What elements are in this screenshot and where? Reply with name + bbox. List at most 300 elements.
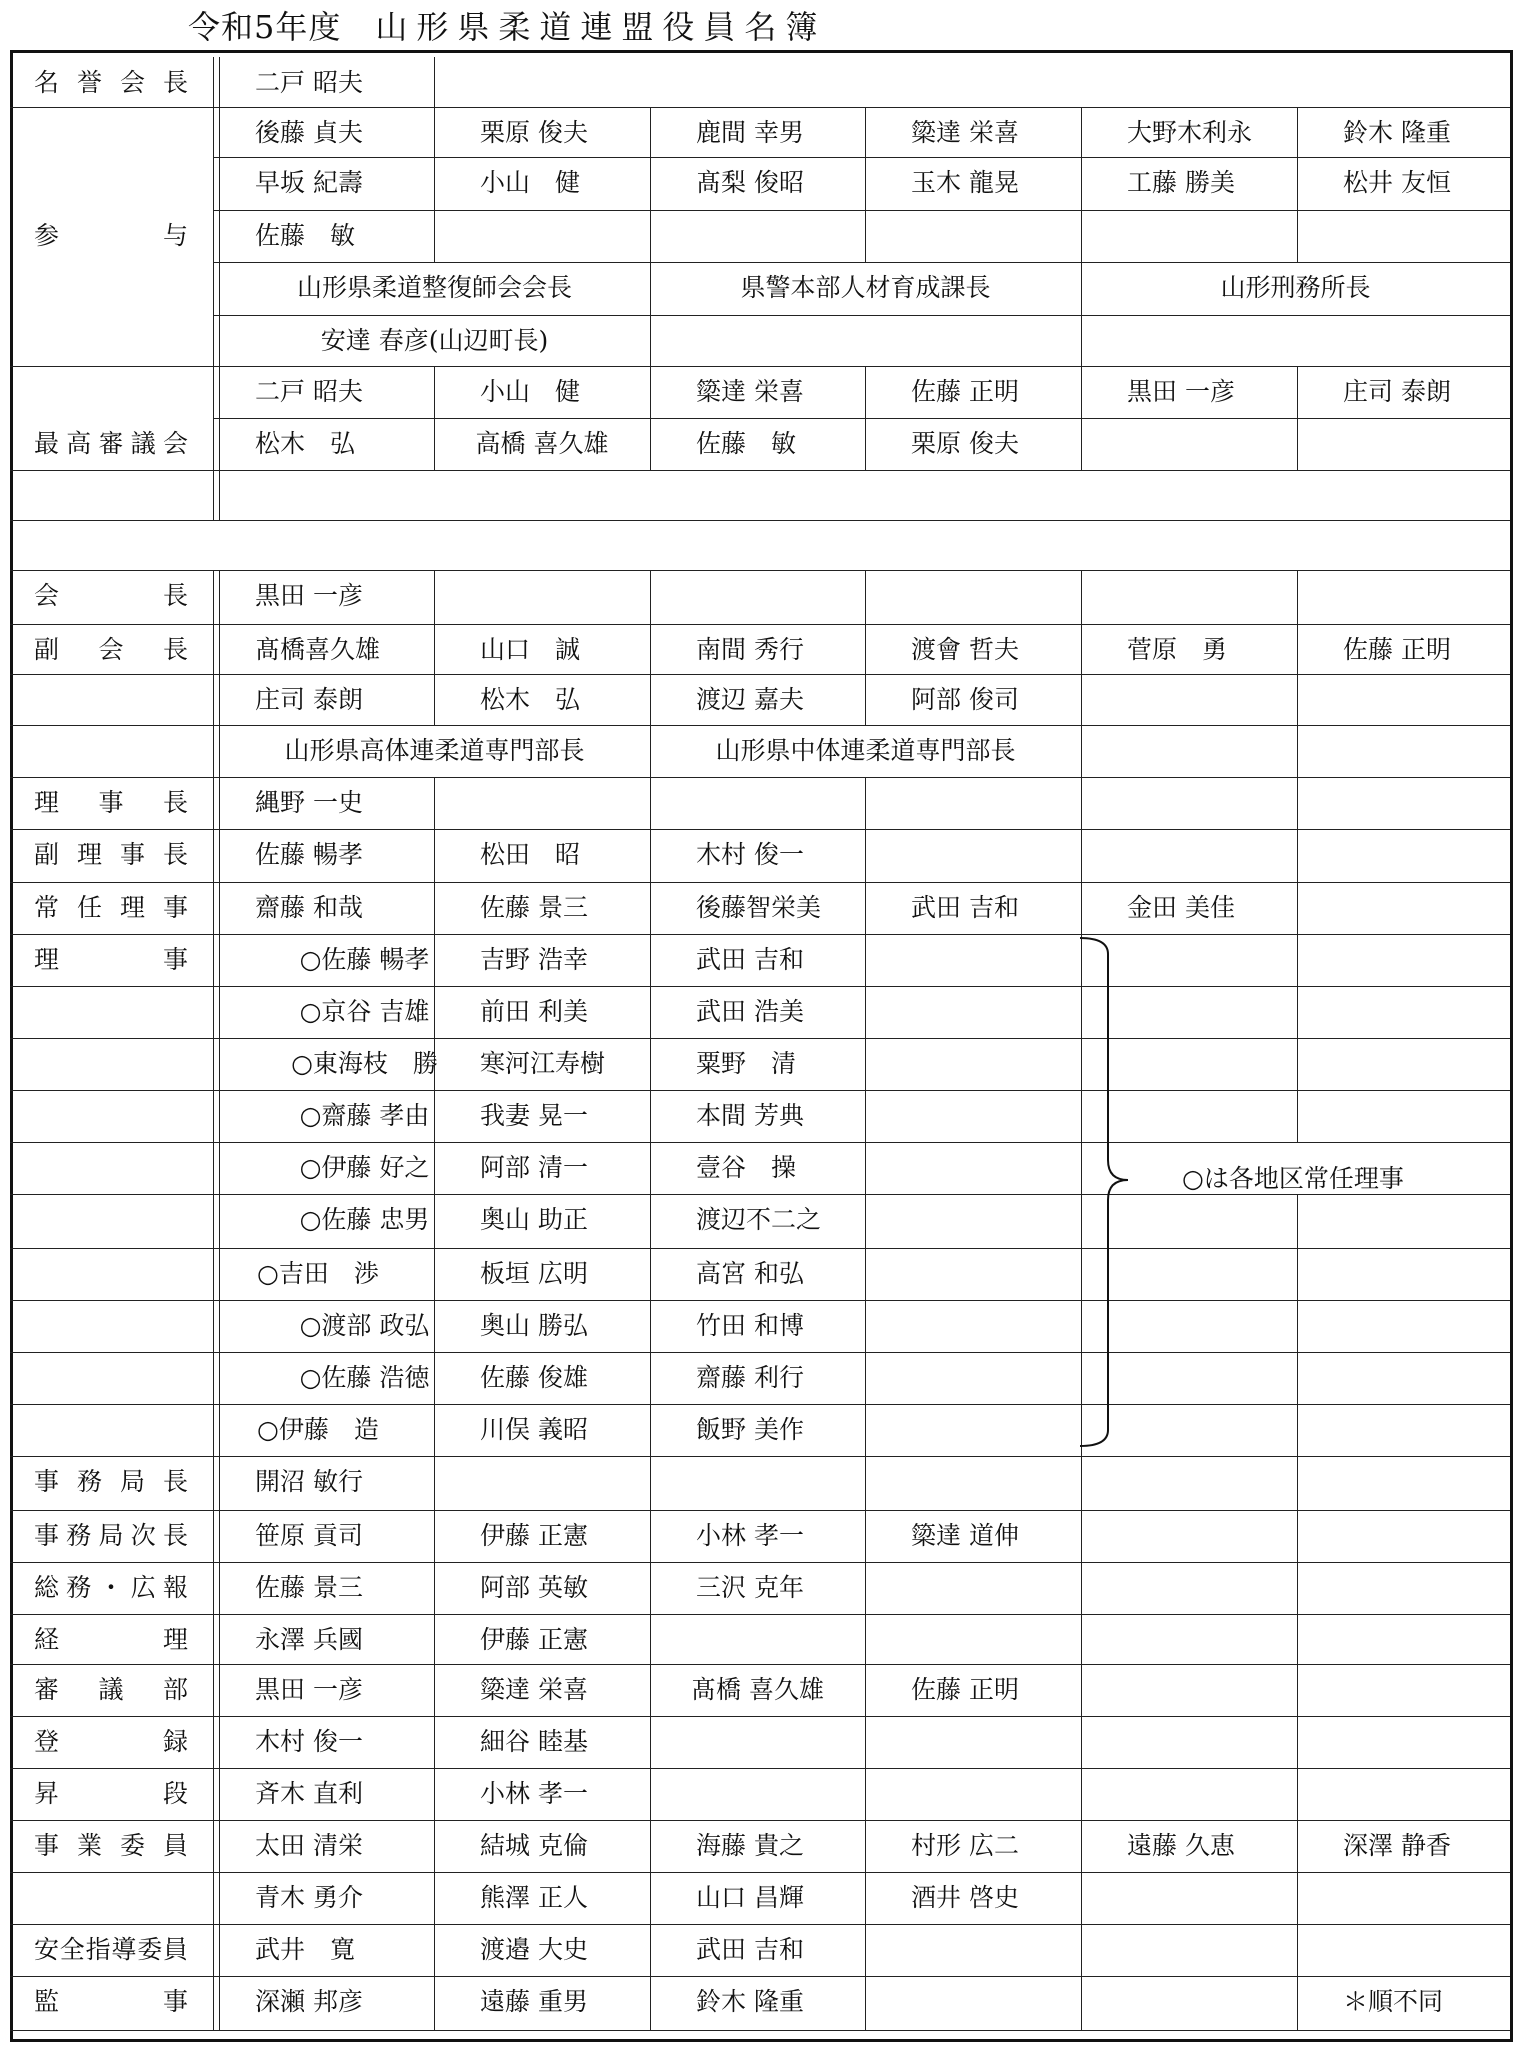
name-cell: ○佐藤 浩徳 bbox=[299, 1363, 430, 1392]
row-label: 登 録 bbox=[34, 1727, 188, 1756]
name-cell: 深澤 静香 bbox=[1343, 1831, 1451, 1860]
name-cell: 簗達 栄喜 bbox=[911, 118, 1019, 147]
row-divider bbox=[10, 1456, 1510, 1457]
label-column-divider bbox=[213, 418, 214, 470]
page-title bbox=[188, 2, 826, 48]
column-divider bbox=[1297, 1456, 1298, 1510]
label-column-divider bbox=[219, 674, 220, 725]
column-divider bbox=[650, 107, 651, 157]
name-cell: 佐藤 景三 bbox=[480, 893, 588, 922]
column-divider bbox=[434, 210, 435, 262]
column-divider bbox=[865, 1924, 866, 1976]
label-column-divider bbox=[219, 1456, 220, 1510]
name-cell: 松木 弘 bbox=[480, 685, 581, 714]
label-column-divider bbox=[219, 1510, 220, 1562]
name-cell: 玉木 龍晃 bbox=[911, 168, 1019, 197]
row-label: 常 任 理 事 bbox=[34, 893, 188, 922]
column-divider bbox=[865, 1976, 866, 2030]
column-divider bbox=[1297, 674, 1298, 725]
column-divider bbox=[650, 1768, 651, 1820]
column-divider bbox=[434, 1976, 435, 2030]
column-divider bbox=[650, 1404, 651, 1456]
column-divider bbox=[434, 157, 435, 210]
label-column-divider bbox=[219, 882, 220, 934]
column-divider bbox=[650, 210, 651, 262]
column-divider bbox=[650, 1300, 651, 1352]
name-cell: ○伊藤 造 bbox=[257, 1415, 379, 1444]
label-column-divider bbox=[213, 366, 214, 418]
name-cell: 遠藤 久恵 bbox=[1127, 1831, 1235, 1860]
name-cell: 武田 吉和 bbox=[911, 893, 1019, 922]
row-label: 理 事 bbox=[34, 945, 188, 974]
column-divider bbox=[865, 1664, 866, 1716]
name-cell: 庄司 泰朗 bbox=[255, 685, 363, 714]
name-cell: 深瀬 邦彦 bbox=[255, 1987, 363, 2016]
column-divider bbox=[650, 1510, 651, 1562]
column-divider bbox=[650, 934, 651, 986]
label-column-divider bbox=[213, 1456, 214, 1510]
column-divider bbox=[650, 829, 651, 882]
label-column-divider bbox=[219, 1300, 220, 1352]
column-divider bbox=[434, 1456, 435, 1510]
label-column-divider bbox=[213, 1404, 214, 1456]
name-cell: 菅原 勇 bbox=[1127, 635, 1228, 664]
column-divider bbox=[1297, 1924, 1298, 1976]
label-column-divider bbox=[219, 418, 220, 470]
label-column-divider bbox=[219, 986, 220, 1038]
name-cell: 県警本部人材育成課長 bbox=[740, 273, 991, 302]
name-cell: 小山 健 bbox=[480, 377, 581, 406]
column-divider bbox=[865, 986, 866, 1038]
name-cell: 栗原 俊夫 bbox=[911, 429, 1019, 458]
column-divider bbox=[434, 1664, 435, 1716]
label-column-divider bbox=[219, 1976, 220, 2030]
label-column-divider bbox=[219, 1716, 220, 1768]
column-divider bbox=[865, 1510, 866, 1562]
name-cell: 小林 孝一 bbox=[480, 1779, 588, 1808]
column-divider bbox=[865, 1300, 866, 1352]
column-divider bbox=[434, 107, 435, 157]
row-label: 審 議 部 bbox=[34, 1675, 188, 1704]
column-divider bbox=[650, 1194, 651, 1248]
label-column-divider bbox=[213, 1716, 214, 1768]
column-divider bbox=[865, 934, 866, 986]
column-divider bbox=[434, 1562, 435, 1614]
name-cell: 壹谷 操 bbox=[696, 1153, 797, 1182]
name-cell: 佐藤 暢孝 bbox=[255, 840, 363, 869]
name-cell: 木村 俊一 bbox=[696, 840, 804, 869]
name-cell: 髙梨 俊昭 bbox=[696, 168, 804, 197]
label-column-divider bbox=[213, 1248, 214, 1300]
column-divider bbox=[1081, 1614, 1082, 1664]
label-column-divider bbox=[213, 1194, 214, 1248]
column-divider bbox=[650, 157, 651, 210]
column-divider bbox=[1081, 1716, 1082, 1768]
name-cell: 南間 秀行 bbox=[696, 635, 804, 664]
name-cell: 鈴木 隆重 bbox=[696, 1987, 804, 2016]
column-divider bbox=[1081, 1562, 1082, 1614]
name-cell: 佐藤 正明 bbox=[911, 1675, 1019, 1704]
label-column-divider bbox=[213, 829, 214, 882]
column-divider bbox=[1297, 210, 1298, 262]
row-divider bbox=[10, 470, 1510, 471]
row-label: 最 高 審 議 会 bbox=[34, 429, 188, 458]
row-divider bbox=[10, 777, 1510, 778]
name-cell: 二戸 昭夫 bbox=[255, 68, 363, 97]
name-cell: 竹田 和博 bbox=[696, 1311, 804, 1340]
row-label: 名 誉 会 長 bbox=[34, 68, 188, 97]
name-cell: 山口 昌輝 bbox=[696, 1883, 804, 1912]
label-column-divider bbox=[219, 157, 220, 210]
column-divider bbox=[1297, 829, 1298, 882]
column-divider bbox=[1297, 725, 1298, 777]
name-cell: 青木 勇介 bbox=[255, 1883, 363, 1912]
name-cell: 簗達 栄喜 bbox=[696, 377, 804, 406]
label-column-divider bbox=[213, 882, 214, 934]
label-column-divider bbox=[213, 1562, 214, 1614]
name-cell: ○東海枝 勝 bbox=[291, 1049, 438, 1078]
row-divider bbox=[10, 1768, 1510, 1769]
label-column-divider bbox=[213, 1614, 214, 1664]
column-divider bbox=[650, 418, 651, 470]
column-divider bbox=[1297, 777, 1298, 829]
column-divider bbox=[650, 1820, 651, 1872]
name-cell: 齋藤 和哉 bbox=[255, 893, 363, 922]
column-divider bbox=[434, 57, 435, 107]
name-cell: 本間 芳典 bbox=[696, 1101, 804, 1130]
row-label: 事 務 局 長 bbox=[34, 1467, 188, 1496]
name-cell: 奥山 助正 bbox=[480, 1205, 588, 1234]
name-cell: 髙橋 喜久雄 bbox=[691, 1675, 824, 1704]
column-divider bbox=[434, 1248, 435, 1300]
column-divider bbox=[650, 1976, 651, 2030]
label-column-divider bbox=[213, 624, 214, 674]
column-divider bbox=[865, 210, 866, 262]
name-cell: 渡辺 嘉夫 bbox=[696, 685, 804, 714]
name-cell: 庄司 泰朗 bbox=[1343, 377, 1451, 406]
label-column-divider bbox=[219, 210, 220, 262]
label-column-divider bbox=[219, 366, 220, 418]
column-divider bbox=[1081, 210, 1082, 262]
label-column-divider bbox=[213, 315, 214, 366]
column-divider bbox=[650, 1872, 651, 1924]
row-label: 副 理 事 長 bbox=[34, 840, 188, 869]
name-cell: 奥山 勝弘 bbox=[480, 1311, 588, 1340]
label-column-divider bbox=[213, 210, 214, 262]
column-divider bbox=[1081, 418, 1082, 470]
column-divider bbox=[434, 882, 435, 934]
label-column-divider bbox=[219, 934, 220, 986]
name-cell: 高橋 喜久雄 bbox=[475, 429, 609, 458]
name-cell: 木村 俊一 bbox=[255, 1727, 363, 1756]
column-divider bbox=[1081, 570, 1082, 624]
name-cell: 開沼 敏行 bbox=[255, 1467, 363, 1496]
name-cell: 鹿間 幸男 bbox=[696, 118, 804, 147]
column-divider bbox=[1297, 1300, 1298, 1352]
name-cell: 後藤智栄美 bbox=[696, 893, 822, 922]
name-cell: 武田 吉和 bbox=[696, 945, 804, 974]
name-cell: 武井 寛 bbox=[255, 1935, 356, 1964]
label-column-divider bbox=[213, 1510, 214, 1562]
column-divider bbox=[434, 366, 435, 418]
column-divider bbox=[865, 1352, 866, 1404]
label-column-divider bbox=[213, 1872, 214, 1924]
column-divider bbox=[1081, 725, 1082, 777]
name-cell: ＊順不同 bbox=[1343, 1987, 1444, 2016]
column-divider bbox=[1297, 882, 1298, 934]
row-label: 事 業 委 員 bbox=[34, 1831, 188, 1860]
name-cell: 太田 清栄 bbox=[255, 1831, 363, 1860]
label-column-divider bbox=[219, 1768, 220, 1820]
name-cell: 山形県高体連柔道専門部長 bbox=[284, 736, 585, 765]
name-cell: 海藤 貴之 bbox=[696, 1831, 804, 1860]
column-divider bbox=[1297, 1404, 1298, 1456]
name-cell: 川俣 義昭 bbox=[480, 1415, 588, 1444]
column-divider bbox=[1297, 1976, 1298, 2030]
column-divider bbox=[650, 1924, 651, 1976]
label-column-divider bbox=[213, 1664, 214, 1716]
label-column-divider bbox=[219, 1924, 220, 1976]
column-divider bbox=[865, 1614, 866, 1664]
name-cell: 飯野 美作 bbox=[696, 1415, 804, 1444]
name-cell: 佐藤 敏 bbox=[696, 429, 797, 458]
name-cell: 佐藤 正明 bbox=[911, 377, 1019, 406]
column-divider bbox=[1297, 1872, 1298, 1924]
column-divider bbox=[1297, 1090, 1298, 1142]
row-divider bbox=[10, 1614, 1510, 1615]
name-cell: 工藤 勝美 bbox=[1127, 168, 1235, 197]
bracket-note: ○は各地区常任理事 bbox=[1182, 1164, 1404, 1193]
label-column-divider bbox=[213, 1352, 214, 1404]
column-divider bbox=[650, 624, 651, 674]
column-divider bbox=[1081, 674, 1082, 725]
name-cell: 松井 友恒 bbox=[1343, 168, 1451, 197]
name-cell: 齋藤 利行 bbox=[696, 1363, 804, 1392]
column-divider bbox=[434, 829, 435, 882]
name-cell: 板垣 広明 bbox=[480, 1259, 588, 1288]
title-org: 山形県柔道連盟役員名簿 bbox=[375, 8, 827, 46]
column-divider bbox=[650, 1716, 651, 1768]
column-divider bbox=[1081, 1456, 1082, 1510]
column-divider bbox=[1297, 1038, 1298, 1090]
column-divider bbox=[865, 1404, 866, 1456]
name-cell: ○佐藤 暢孝 bbox=[299, 945, 430, 974]
row-label: 理 事 長 bbox=[34, 788, 188, 817]
label-column-divider bbox=[219, 1562, 220, 1614]
label-column-divider bbox=[219, 1248, 220, 1300]
column-divider bbox=[1081, 624, 1082, 674]
column-divider bbox=[865, 570, 866, 624]
row-label: 安 全 指 導 委 員 bbox=[34, 1935, 188, 1964]
label-column-divider bbox=[213, 1142, 214, 1194]
column-divider bbox=[434, 1716, 435, 1768]
label-column-divider bbox=[213, 674, 214, 725]
name-cell: 山形県柔道整復師会会長 bbox=[296, 273, 572, 302]
name-cell: 阿部 英敏 bbox=[480, 1573, 588, 1602]
name-cell: ○齋藤 孝由 bbox=[299, 1101, 430, 1130]
column-divider bbox=[1297, 624, 1298, 674]
name-cell: 簗達 栄喜 bbox=[480, 1675, 588, 1704]
column-divider bbox=[650, 366, 651, 418]
name-cell: 熊澤 正人 bbox=[480, 1883, 588, 1912]
column-divider bbox=[1297, 1562, 1298, 1614]
column-divider bbox=[1081, 1820, 1082, 1872]
column-divider bbox=[650, 1142, 651, 1194]
name-cell: 阿部 清一 bbox=[480, 1153, 588, 1182]
label-column-divider bbox=[219, 1820, 220, 1872]
name-cell: 佐藤 敏 bbox=[255, 221, 356, 250]
column-divider bbox=[650, 777, 651, 829]
name-cell: 渡辺不二之 bbox=[696, 1205, 822, 1234]
label-column-divider bbox=[213, 57, 214, 107]
label-column-divider bbox=[219, 1872, 220, 1924]
label-column-divider bbox=[219, 470, 220, 520]
column-divider bbox=[1297, 1510, 1298, 1562]
column-divider bbox=[865, 1768, 866, 1820]
column-divider bbox=[865, 829, 866, 882]
label-column-divider bbox=[219, 1090, 220, 1142]
label-column-divider bbox=[219, 1664, 220, 1716]
column-divider bbox=[1081, 107, 1082, 157]
column-divider bbox=[434, 1872, 435, 1924]
name-cell: 伊藤 正憲 bbox=[480, 1625, 588, 1654]
name-cell: 金田 美佳 bbox=[1127, 893, 1235, 922]
name-cell: 渡邉 大史 bbox=[480, 1935, 588, 1964]
name-cell: 簗達 道伸 bbox=[911, 1521, 1019, 1550]
label-column-divider bbox=[219, 570, 220, 624]
name-cell: 山口 誠 bbox=[480, 635, 581, 664]
column-divider bbox=[1081, 1510, 1082, 1562]
label-column-divider bbox=[213, 1300, 214, 1352]
column-divider bbox=[434, 1510, 435, 1562]
column-divider bbox=[650, 1614, 651, 1664]
name-cell: ○伊藤 好之 bbox=[299, 1153, 430, 1182]
row-divider bbox=[213, 157, 1510, 158]
label-column-divider bbox=[213, 725, 214, 777]
row-label: 監 事 bbox=[34, 1987, 188, 2016]
column-divider bbox=[1081, 882, 1082, 934]
column-divider bbox=[650, 882, 651, 934]
name-cell: 佐藤 正明 bbox=[1343, 635, 1451, 664]
name-cell: 粟野 清 bbox=[696, 1049, 797, 1078]
name-cell: 伊藤 正憲 bbox=[480, 1521, 588, 1550]
column-divider bbox=[650, 674, 651, 725]
column-divider bbox=[865, 1194, 866, 1248]
column-divider bbox=[1297, 1352, 1298, 1404]
label-column-divider bbox=[219, 1038, 220, 1090]
column-divider bbox=[1081, 1924, 1082, 1976]
label-column-divider bbox=[219, 1194, 220, 1248]
column-divider bbox=[865, 777, 866, 829]
column-divider bbox=[865, 418, 866, 470]
label-column-divider bbox=[219, 777, 220, 829]
name-cell: 大野木利永 bbox=[1127, 118, 1253, 147]
name-cell: 我妻 晃一 bbox=[480, 1101, 588, 1130]
name-cell: 酒井 啓史 bbox=[911, 1883, 1019, 1912]
column-divider bbox=[1297, 366, 1298, 418]
column-divider bbox=[1081, 157, 1082, 210]
label-column-divider bbox=[219, 829, 220, 882]
column-divider bbox=[865, 624, 866, 674]
column-divider bbox=[434, 570, 435, 624]
name-cell: 永澤 兵國 bbox=[255, 1625, 363, 1654]
name-cell: 村形 広二 bbox=[911, 1831, 1019, 1860]
column-divider bbox=[1297, 934, 1298, 986]
name-cell: 黒田 一彦 bbox=[255, 581, 363, 610]
column-divider bbox=[1081, 1872, 1082, 1924]
name-cell: 早坂 紀壽 bbox=[255, 168, 363, 197]
column-divider bbox=[1297, 418, 1298, 470]
label-column-divider bbox=[213, 570, 214, 624]
name-cell: 後藤 貞夫 bbox=[255, 118, 363, 147]
table-bottom bbox=[10, 2030, 1510, 2031]
column-divider bbox=[1081, 829, 1082, 882]
name-cell: 松田 昭 bbox=[480, 840, 581, 869]
row-label: 昇 段 bbox=[34, 1779, 188, 1808]
column-divider bbox=[865, 1820, 866, 1872]
row-label: 会 長 bbox=[34, 581, 188, 610]
column-divider bbox=[650, 570, 651, 624]
column-divider bbox=[1297, 157, 1298, 210]
name-cell: 小山 健 bbox=[480, 168, 581, 197]
title-year: 令和5年度 bbox=[188, 8, 342, 46]
name-cell: 武田 吉和 bbox=[696, 1935, 804, 1964]
label-column-divider bbox=[213, 1976, 214, 2030]
name-cell: ○京谷 吉雄 bbox=[299, 997, 430, 1026]
column-divider bbox=[434, 624, 435, 674]
column-divider bbox=[434, 1820, 435, 1872]
name-cell: 黒田 一彦 bbox=[1127, 377, 1235, 406]
column-divider bbox=[1081, 1976, 1082, 2030]
column-divider bbox=[650, 1038, 651, 1090]
name-cell: ○佐藤 忠男 bbox=[299, 1205, 430, 1234]
label-column-divider bbox=[213, 262, 214, 315]
name-cell: 武田 浩美 bbox=[696, 997, 804, 1026]
label-column-divider bbox=[219, 1142, 220, 1194]
column-divider bbox=[865, 366, 866, 418]
column-divider bbox=[865, 1716, 866, 1768]
name-cell: 山形県中体連柔道専門部長 bbox=[715, 736, 1016, 765]
row-label: 経 理 bbox=[34, 1625, 188, 1654]
label-column-divider bbox=[213, 470, 214, 520]
column-divider bbox=[434, 777, 435, 829]
column-divider bbox=[1297, 1614, 1298, 1664]
label-column-divider bbox=[213, 1924, 214, 1976]
name-cell: ○渡部 政弘 bbox=[299, 1311, 430, 1340]
column-divider bbox=[434, 1768, 435, 1820]
column-divider bbox=[1081, 1768, 1082, 1820]
section-divider bbox=[10, 520, 1510, 521]
name-cell: 安達 春彦(山辺町長) bbox=[320, 326, 549, 355]
column-divider bbox=[650, 1248, 651, 1300]
row-divider bbox=[213, 418, 1510, 419]
column-divider bbox=[1297, 986, 1298, 1038]
column-divider bbox=[1081, 777, 1082, 829]
director-bracket bbox=[1078, 938, 1138, 1458]
column-divider bbox=[1297, 1248, 1298, 1300]
name-cell: 二戸 昭夫 bbox=[255, 377, 363, 406]
label-column-divider bbox=[219, 1352, 220, 1404]
name-cell: 佐藤 景三 bbox=[255, 1573, 363, 1602]
column-divider bbox=[1297, 1664, 1298, 1716]
column-divider bbox=[865, 1456, 866, 1510]
name-cell: 三沢 克年 bbox=[696, 1573, 804, 1602]
column-divider bbox=[650, 1562, 651, 1614]
label-column-divider bbox=[219, 624, 220, 674]
label-column-divider bbox=[219, 57, 220, 107]
name-cell: 鈴木 隆重 bbox=[1343, 118, 1451, 147]
name-cell: 栗原 俊夫 bbox=[480, 118, 588, 147]
